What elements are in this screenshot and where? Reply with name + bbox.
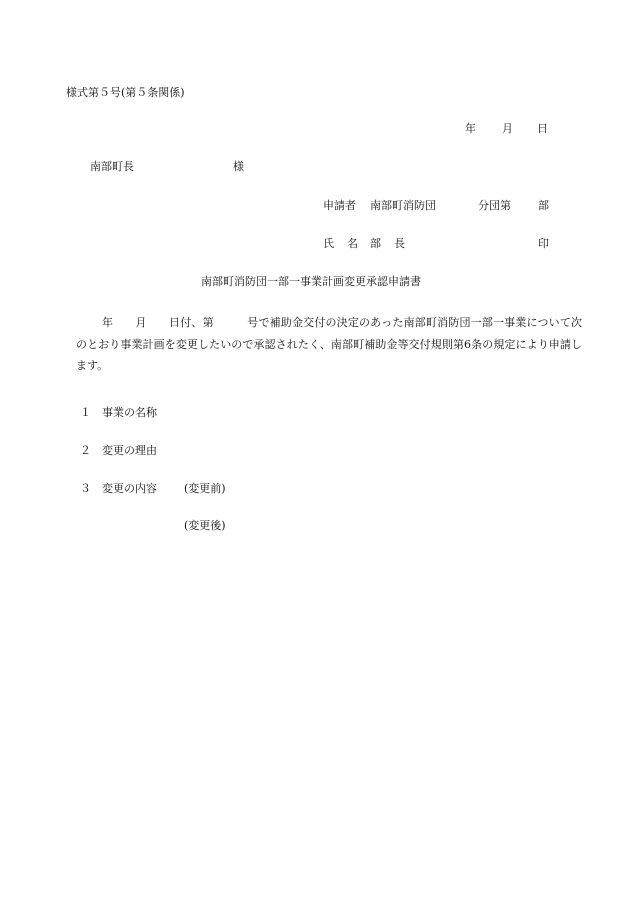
body-paragraph: 年 月 日付、第 号で補助金交付の決定のあった南部町消防団一部一事業について次のとおり事業計画を変更したいので承認されたく、南部町補助金等交付規則第6条の規定により申請します。 bbox=[76, 316, 582, 372]
form-number: 様式第５号(第５条関係) bbox=[66, 86, 185, 99]
signature-label-shi: 氏 bbox=[323, 237, 334, 250]
document-title: 南部町消防団一部一事業計画変更承認申請書 bbox=[201, 275, 421, 288]
item-number: １ bbox=[80, 406, 91, 419]
signature-title-cho: 長 bbox=[394, 237, 405, 250]
change-before-label: (変更前) bbox=[184, 482, 226, 495]
item-label: 変更の内容 bbox=[102, 482, 157, 495]
addressee-name: 南部町長 bbox=[90, 160, 134, 173]
applicant-branch: 分団第 bbox=[478, 199, 511, 212]
item-label: 事業の名称 bbox=[102, 406, 157, 419]
addressee-honorific: 様 bbox=[233, 160, 244, 173]
item-number: ３ bbox=[80, 482, 91, 495]
change-after-label: (変更後) bbox=[184, 519, 226, 532]
applicant-label: 申請者 bbox=[323, 199, 356, 212]
date-month: 月 bbox=[502, 122, 513, 135]
applicant-org: 南部町消防団 bbox=[370, 199, 436, 212]
date-year: 年 bbox=[465, 122, 476, 135]
applicant-unit: 部 bbox=[538, 199, 549, 212]
signature-title-bu: 部 bbox=[370, 237, 381, 250]
item-label: 変更の理由 bbox=[102, 444, 157, 457]
date-day: 日 bbox=[537, 122, 548, 135]
signature-label-mei: 名 bbox=[347, 237, 358, 250]
signature-seal: 印 bbox=[538, 237, 549, 250]
item-number: ２ bbox=[80, 444, 91, 457]
